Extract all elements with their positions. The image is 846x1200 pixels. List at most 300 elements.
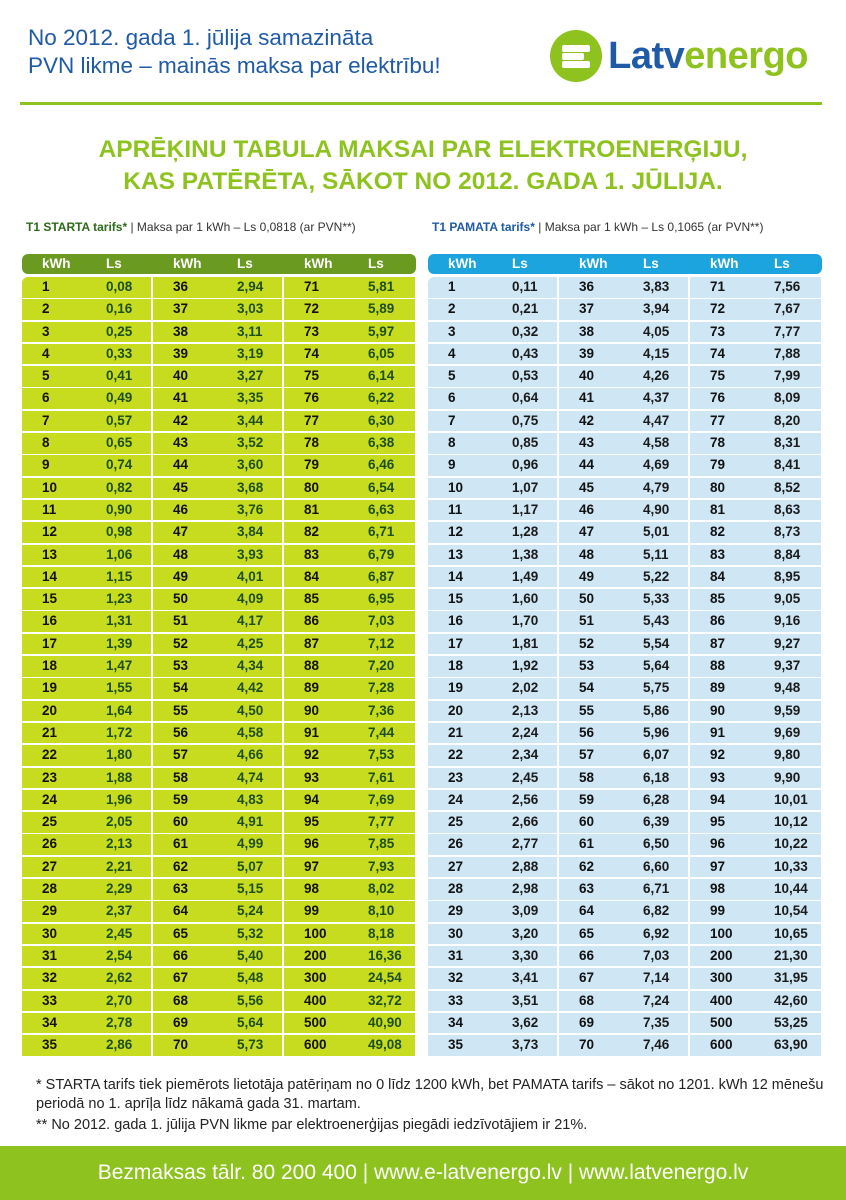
pamata-cell-ls: 7,99 — [750, 366, 821, 387]
table-row — [22, 589, 416, 610]
starta-cell-ls: 6,30 — [344, 411, 415, 432]
pamata-cell-kwh: 62 — [559, 857, 619, 878]
starta-cell-kwh: 200 — [284, 946, 344, 967]
pamata-cell-ls: 5,96 — [619, 723, 690, 744]
starta-cell-ls: 2,45 — [82, 924, 153, 945]
pamata-cell-kwh: 51 — [559, 611, 619, 632]
starta-cell-kwh: 75 — [284, 366, 344, 387]
starta-cell-ls: 3,19 — [213, 344, 284, 365]
starta-cell-kwh: 36 — [153, 277, 213, 298]
pamata-cell-ls: 5,75 — [619, 678, 690, 699]
pamata-cell-kwh: 24 — [428, 790, 488, 811]
pamata-cell-kwh: 79 — [690, 455, 750, 476]
pamata-cell-kwh: 71 — [690, 277, 750, 298]
table-row — [428, 678, 822, 699]
starta-cell-kwh: 91 — [284, 723, 344, 744]
starta-cell-ls: 6,71 — [344, 522, 415, 543]
table-row — [428, 611, 822, 632]
starta-cell-kwh: 12 — [22, 522, 82, 543]
pamata-cell-ls: 3,41 — [488, 968, 559, 989]
pamata-cell-ls: 2,13 — [488, 701, 559, 722]
pamata-cell-kwh: 26 — [428, 834, 488, 855]
starta-cell-kwh: 500 — [284, 1013, 344, 1034]
starta-cell-ls: 0,08 — [82, 277, 153, 298]
starta-cell-ls: 8,10 — [344, 901, 415, 922]
starta-cell-ls: 5,40 — [213, 946, 284, 967]
latvenergo-logo — [550, 28, 808, 84]
pamata-cell-kwh: 42 — [559, 411, 619, 432]
table-row — [428, 1035, 822, 1056]
pamata-cell-ls: 7,14 — [619, 968, 690, 989]
pamata-cell-kwh: 600 — [690, 1035, 750, 1056]
announcement-line-1: No 2012. gada 1. jūlija samazināta — [28, 25, 374, 50]
pamata-cell-ls: 2,66 — [488, 812, 559, 833]
logo-wordmark — [608, 35, 808, 78]
pamata-cell-ls: 1,28 — [488, 522, 559, 543]
starta-cell-kwh: 34 — [22, 1013, 82, 1034]
table-row — [22, 857, 416, 878]
starta-cell-ls: 3,68 — [213, 478, 284, 499]
starta-cell-kwh: 79 — [284, 455, 344, 476]
starta-cell-ls: 1,39 — [82, 634, 153, 655]
starta-cell-ls: 6,87 — [344, 567, 415, 588]
table-row — [22, 634, 416, 655]
pamata-cell-ls: 0,43 — [488, 344, 559, 365]
pamata-cell-ls: 31,95 — [750, 968, 821, 989]
pamata-cell-kwh: 63 — [559, 879, 619, 900]
pamata-cell-ls: 4,26 — [619, 366, 690, 387]
starta-cell-ls: 0,33 — [82, 344, 153, 365]
pamata-cell-kwh: 78 — [690, 433, 750, 454]
pamata-cell-ls: 1,38 — [488, 545, 559, 566]
starta-cell-ls: 16,36 — [344, 946, 415, 967]
table-row — [428, 411, 822, 432]
table-row — [428, 946, 822, 967]
starta-cell-ls: 6,79 — [344, 545, 415, 566]
pamata-cell-ls: 5,86 — [619, 701, 690, 722]
starta-cell-ls: 7,20 — [344, 656, 415, 677]
starta-cell-ls: 8,18 — [344, 924, 415, 945]
starta-cell-ls: 1,88 — [82, 768, 153, 789]
starta-cell-kwh: 25 — [22, 812, 82, 833]
pamata-cell-ls: 6,92 — [619, 924, 690, 945]
pamata-cell-ls: 1,17 — [488, 500, 559, 521]
starta-cell-ls: 5,56 — [213, 991, 284, 1012]
starta-cell-ls: 0,90 — [82, 500, 153, 521]
starta-cell-kwh: 23 — [22, 768, 82, 789]
pamata-cell-kwh: 44 — [559, 455, 619, 476]
pamata-cell-ls: 10,44 — [750, 879, 821, 900]
pamata-cell-ls: 9,90 — [750, 768, 821, 789]
pamata-cell-kwh: 73 — [690, 322, 750, 343]
pamata-cell-kwh: 18 — [428, 656, 488, 677]
starta-cell-kwh: 24 — [22, 790, 82, 811]
starta-cell-ls: 0,82 — [82, 478, 153, 499]
starta-cell-kwh: 60 — [153, 812, 213, 833]
pamata-cell-ls: 9,80 — [750, 745, 821, 766]
pamata-cell-ls: 10,01 — [750, 790, 821, 811]
starta-cell-ls: 4,83 — [213, 790, 284, 811]
table-row — [22, 901, 416, 922]
starta-cell-ls: 4,09 — [213, 589, 284, 610]
starta-cell-kwh: 19 — [22, 678, 82, 699]
contact-footer: Bezmaksas tālr. 80 200 400 | www.e-latvenergo.lv | www.latvenergo.lv — [0, 1146, 846, 1200]
starta-cell-kwh: 66 — [153, 946, 213, 967]
pamata-cell-ls: 4,37 — [619, 388, 690, 409]
starta-cell-ls: 3,93 — [213, 545, 284, 566]
starta-cell-ls: 7,61 — [344, 768, 415, 789]
pamata-cell-kwh: 500 — [690, 1013, 750, 1034]
starta-cell-kwh: 84 — [284, 567, 344, 588]
starta-cell-ls: 1,31 — [82, 611, 153, 632]
starta-cell-ls: 5,73 — [213, 1035, 284, 1056]
table-row — [428, 366, 822, 387]
starta-cell-kwh: 82 — [284, 522, 344, 543]
starta-cell-ls: 40,90 — [344, 1013, 415, 1034]
pamata-cell-ls: 8,20 — [750, 411, 821, 432]
starta-cell-kwh: 51 — [153, 611, 213, 632]
pamata-cell-ls: 2,02 — [488, 678, 559, 699]
pamata-cell-ls: 5,01 — [619, 522, 690, 543]
table-row — [428, 723, 822, 744]
starta-header-kwh: kWh — [304, 256, 333, 271]
pamata-table-header — [428, 254, 822, 274]
pamata-cell-kwh: 69 — [559, 1013, 619, 1034]
starta-cell-ls: 4,50 — [213, 701, 284, 722]
table-row — [428, 522, 822, 543]
starta-cell-kwh: 83 — [284, 545, 344, 566]
starta-tariff-rate: | Maksa par 1 kWh – Ls 0,0818 (ar PVN**) — [127, 220, 356, 234]
pamata-cell-kwh: 75 — [690, 366, 750, 387]
starta-cell-ls: 5,64 — [213, 1013, 284, 1034]
starta-cell-ls: 3,27 — [213, 366, 284, 387]
starta-cell-ls: 7,93 — [344, 857, 415, 878]
pamata-cell-ls: 9,27 — [750, 634, 821, 655]
pamata-cell-kwh: 29 — [428, 901, 488, 922]
footnote-pvn: ** No 2012. gada 1. jūlija PVN likme par elektroenerģijas piegādi iedzīvotājiem ir 21%. — [36, 1117, 588, 1133]
starta-cell-kwh: 87 — [284, 634, 344, 655]
pamata-cell-kwh: 70 — [559, 1035, 619, 1056]
starta-cell-kwh: 35 — [22, 1035, 82, 1056]
starta-cell-kwh: 69 — [153, 1013, 213, 1034]
pamata-cell-ls: 5,33 — [619, 589, 690, 610]
table-row — [428, 344, 822, 365]
pamata-cell-kwh: 58 — [559, 768, 619, 789]
starta-cell-kwh: 72 — [284, 299, 344, 320]
pamata-cell-ls: 9,69 — [750, 723, 821, 744]
starta-cell-kwh: 4 — [22, 344, 82, 365]
pamata-cell-kwh: 45 — [559, 478, 619, 499]
starta-cell-ls: 24,54 — [344, 968, 415, 989]
starta-cell-kwh: 31 — [22, 946, 82, 967]
pamata-cell-ls: 0,32 — [488, 322, 559, 343]
starta-cell-ls: 0,49 — [82, 388, 153, 409]
starta-cell-ls: 5,97 — [344, 322, 415, 343]
starta-cell-ls: 7,03 — [344, 611, 415, 632]
starta-cell-kwh: 39 — [153, 344, 213, 365]
pamata-cell-ls: 3,20 — [488, 924, 559, 945]
starta-cell-kwh: 68 — [153, 991, 213, 1012]
table-row — [22, 790, 416, 811]
starta-cell-kwh: 29 — [22, 901, 82, 922]
pamata-cell-ls: 2,88 — [488, 857, 559, 878]
starta-cell-kwh: 56 — [153, 723, 213, 744]
table-row — [428, 545, 822, 566]
starta-cell-ls: 2,29 — [82, 879, 153, 900]
pamata-cell-kwh: 17 — [428, 634, 488, 655]
table-row — [22, 1013, 416, 1034]
pamata-cell-kwh: 35 — [428, 1035, 488, 1056]
pamata-cell-ls: 4,69 — [619, 455, 690, 476]
pamata-cell-kwh: 53 — [559, 656, 619, 677]
starta-cell-kwh: 2 — [22, 299, 82, 320]
pamata-cell-kwh: 300 — [690, 968, 750, 989]
pamata-cell-kwh: 46 — [559, 500, 619, 521]
starta-cell-kwh: 57 — [153, 745, 213, 766]
page-title — [0, 134, 846, 198]
starta-cell-kwh: 58 — [153, 768, 213, 789]
pamata-cell-kwh: 10 — [428, 478, 488, 499]
pamata-header-ls: Ls — [512, 256, 528, 271]
starta-cell-ls: 7,77 — [344, 812, 415, 833]
starta-cell-ls: 3,84 — [213, 522, 284, 543]
starta-cell-ls: 3,76 — [213, 500, 284, 521]
pamata-cell-kwh: 30 — [428, 924, 488, 945]
starta-cell-ls: 5,48 — [213, 968, 284, 989]
pamata-cell-ls: 6,07 — [619, 745, 690, 766]
pamata-cell-ls: 0,96 — [488, 455, 559, 476]
pamata-cell-ls: 9,16 — [750, 611, 821, 632]
starta-cell-ls: 6,14 — [344, 366, 415, 387]
starta-cell-ls: 0,57 — [82, 411, 153, 432]
pamata-cell-ls: 3,51 — [488, 991, 559, 1012]
pamata-cell-ls: 8,63 — [750, 500, 821, 521]
pamata-cell-ls: 10,33 — [750, 857, 821, 878]
pamata-cell-kwh: 60 — [559, 812, 619, 833]
starta-cell-kwh: 32 — [22, 968, 82, 989]
pamata-cell-ls: 1,92 — [488, 656, 559, 677]
table-row — [22, 433, 416, 454]
starta-cell-kwh: 3 — [22, 322, 82, 343]
starta-cell-ls: 5,15 — [213, 879, 284, 900]
pamata-price-table — [428, 254, 822, 1057]
pamata-cell-ls: 7,77 — [750, 322, 821, 343]
starta-cell-ls: 4,91 — [213, 812, 284, 833]
table-row — [22, 723, 416, 744]
starta-cell-ls: 0,74 — [82, 455, 153, 476]
pamata-header-kwh: kWh — [448, 256, 477, 271]
table-row — [22, 1035, 416, 1056]
table-row — [22, 701, 416, 722]
table-row — [22, 545, 416, 566]
pamata-cell-ls: 0,11 — [488, 277, 559, 298]
starta-price-table — [22, 254, 416, 1057]
table-row — [22, 678, 416, 699]
pamata-cell-kwh: 88 — [690, 656, 750, 677]
pamata-header-kwh: kWh — [710, 256, 739, 271]
starta-cell-ls: 7,44 — [344, 723, 415, 744]
starta-header-kwh: kWh — [173, 256, 202, 271]
pamata-tariff-caption — [432, 220, 763, 234]
starta-cell-kwh: 11 — [22, 500, 82, 521]
pamata-cell-kwh: 61 — [559, 834, 619, 855]
pamata-cell-ls: 21,30 — [750, 946, 821, 967]
pamata-cell-ls: 53,25 — [750, 1013, 821, 1034]
pamata-cell-kwh: 95 — [690, 812, 750, 833]
pamata-cell-ls: 63,90 — [750, 1035, 821, 1056]
pamata-cell-kwh: 38 — [559, 322, 619, 343]
pamata-cell-kwh: 41 — [559, 388, 619, 409]
pamata-cell-kwh: 54 — [559, 678, 619, 699]
pamata-cell-ls: 2,56 — [488, 790, 559, 811]
starta-cell-kwh: 43 — [153, 433, 213, 454]
table-row — [22, 299, 416, 320]
table-row — [22, 522, 416, 543]
pamata-cell-ls: 8,73 — [750, 522, 821, 543]
starta-cell-ls: 5,89 — [344, 299, 415, 320]
starta-cell-kwh: 41 — [153, 388, 213, 409]
pamata-cell-ls: 7,46 — [619, 1035, 690, 1056]
pamata-cell-kwh: 31 — [428, 946, 488, 967]
starta-cell-ls: 4,34 — [213, 656, 284, 677]
starta-cell-kwh: 46 — [153, 500, 213, 521]
pamata-cell-ls: 3,30 — [488, 946, 559, 967]
pamata-cell-kwh: 82 — [690, 522, 750, 543]
starta-cell-ls: 4,74 — [213, 768, 284, 789]
starta-cell-kwh: 30 — [22, 924, 82, 945]
pamata-cell-kwh: 9 — [428, 455, 488, 476]
pamata-cell-ls: 4,79 — [619, 478, 690, 499]
table-row — [428, 277, 822, 298]
starta-cell-ls: 4,01 — [213, 567, 284, 588]
pamata-cell-kwh: 83 — [690, 545, 750, 566]
starta-cell-ls: 6,22 — [344, 388, 415, 409]
pamata-cell-kwh: 3 — [428, 322, 488, 343]
starta-cell-ls: 2,86 — [82, 1035, 153, 1056]
table-row — [22, 968, 416, 989]
pamata-cell-ls: 7,67 — [750, 299, 821, 320]
starta-cell-ls: 49,08 — [344, 1035, 415, 1056]
pamata-cell-kwh: 68 — [559, 991, 619, 1012]
pamata-cell-ls: 2,98 — [488, 879, 559, 900]
pamata-cell-kwh: 93 — [690, 768, 750, 789]
pamata-cell-ls: 8,09 — [750, 388, 821, 409]
pamata-cell-kwh: 81 — [690, 500, 750, 521]
starta-cell-ls: 6,95 — [344, 589, 415, 610]
starta-cell-kwh: 8 — [22, 433, 82, 454]
pamata-cell-ls: 6,82 — [619, 901, 690, 922]
table-row — [428, 812, 822, 833]
starta-cell-kwh: 67 — [153, 968, 213, 989]
pamata-cell-kwh: 90 — [690, 701, 750, 722]
starta-cell-kwh: 6 — [22, 388, 82, 409]
starta-cell-ls: 3,35 — [213, 388, 284, 409]
starta-cell-ls: 2,78 — [82, 1013, 153, 1034]
table-row — [22, 567, 416, 588]
pamata-cell-ls: 4,47 — [619, 411, 690, 432]
pamata-cell-kwh: 1 — [428, 277, 488, 298]
starta-cell-ls: 7,69 — [344, 790, 415, 811]
starta-cell-kwh: 89 — [284, 678, 344, 699]
starta-cell-kwh: 44 — [153, 455, 213, 476]
pamata-cell-ls: 3,62 — [488, 1013, 559, 1034]
pamata-cell-kwh: 15 — [428, 589, 488, 610]
pamata-cell-kwh: 50 — [559, 589, 619, 610]
starta-cell-ls: 5,24 — [213, 901, 284, 922]
page-title-line-2: KAS PATĒRĒTA, SĀKOT NO 2012. GADA 1. JŪLIJA. — [123, 168, 723, 195]
pamata-cell-kwh: 74 — [690, 344, 750, 365]
pamata-cell-kwh: 91 — [690, 723, 750, 744]
starta-cell-ls: 4,17 — [213, 611, 284, 632]
table-row — [428, 790, 822, 811]
pamata-cell-ls: 8,84 — [750, 545, 821, 566]
pamata-cell-kwh: 28 — [428, 879, 488, 900]
pamata-cell-ls: 10,54 — [750, 901, 821, 922]
starta-cell-kwh: 97 — [284, 857, 344, 878]
starta-cell-kwh: 40 — [153, 366, 213, 387]
starta-header-ls: Ls — [106, 256, 122, 271]
pamata-cell-ls: 5,43 — [619, 611, 690, 632]
starta-cell-kwh: 16 — [22, 611, 82, 632]
table-row — [428, 1013, 822, 1034]
pamata-cell-kwh: 20 — [428, 701, 488, 722]
starta-cell-kwh: 55 — [153, 701, 213, 722]
starta-cell-kwh: 33 — [22, 991, 82, 1012]
starta-header-ls: Ls — [368, 256, 384, 271]
table-row — [22, 946, 416, 967]
starta-cell-kwh: 50 — [153, 589, 213, 610]
starta-cell-ls: 7,53 — [344, 745, 415, 766]
pamata-cell-kwh: 100 — [690, 924, 750, 945]
starta-cell-kwh: 47 — [153, 522, 213, 543]
table-row — [22, 834, 416, 855]
pamata-cell-kwh: 55 — [559, 701, 619, 722]
table-row — [428, 567, 822, 588]
table-row — [22, 388, 416, 409]
pamata-cell-kwh: 98 — [690, 879, 750, 900]
logo-wordmark-part-1: Latv — [608, 34, 685, 77]
table-row — [22, 768, 416, 789]
starta-cell-kwh: 54 — [153, 678, 213, 699]
starta-cell-ls: 32,72 — [344, 991, 415, 1012]
pamata-cell-ls: 10,65 — [750, 924, 821, 945]
starta-cell-kwh: 49 — [153, 567, 213, 588]
pamata-cell-ls: 7,24 — [619, 991, 690, 1012]
pamata-cell-ls: 5,22 — [619, 567, 690, 588]
starta-cell-kwh: 45 — [153, 478, 213, 499]
pamata-cell-kwh: 65 — [559, 924, 619, 945]
pamata-cell-kwh: 39 — [559, 344, 619, 365]
pamata-cell-kwh: 72 — [690, 299, 750, 320]
starta-cell-ls: 1,72 — [82, 723, 153, 744]
pamata-cell-ls: 6,18 — [619, 768, 690, 789]
starta-cell-ls: 0,16 — [82, 299, 153, 320]
starta-cell-kwh: 26 — [22, 834, 82, 855]
table-row — [428, 834, 822, 855]
pamata-cell-ls: 4,90 — [619, 500, 690, 521]
table-row — [428, 634, 822, 655]
pamata-cell-kwh: 87 — [690, 634, 750, 655]
starta-cell-kwh: 42 — [153, 411, 213, 432]
pamata-cell-kwh: 27 — [428, 857, 488, 878]
starta-cell-kwh: 71 — [284, 277, 344, 298]
pamata-cell-ls: 4,15 — [619, 344, 690, 365]
starta-cell-kwh: 15 — [22, 589, 82, 610]
starta-cell-kwh: 5 — [22, 366, 82, 387]
starta-cell-ls: 3,44 — [213, 411, 284, 432]
starta-cell-ls: 3,60 — [213, 455, 284, 476]
table-row — [428, 924, 822, 945]
